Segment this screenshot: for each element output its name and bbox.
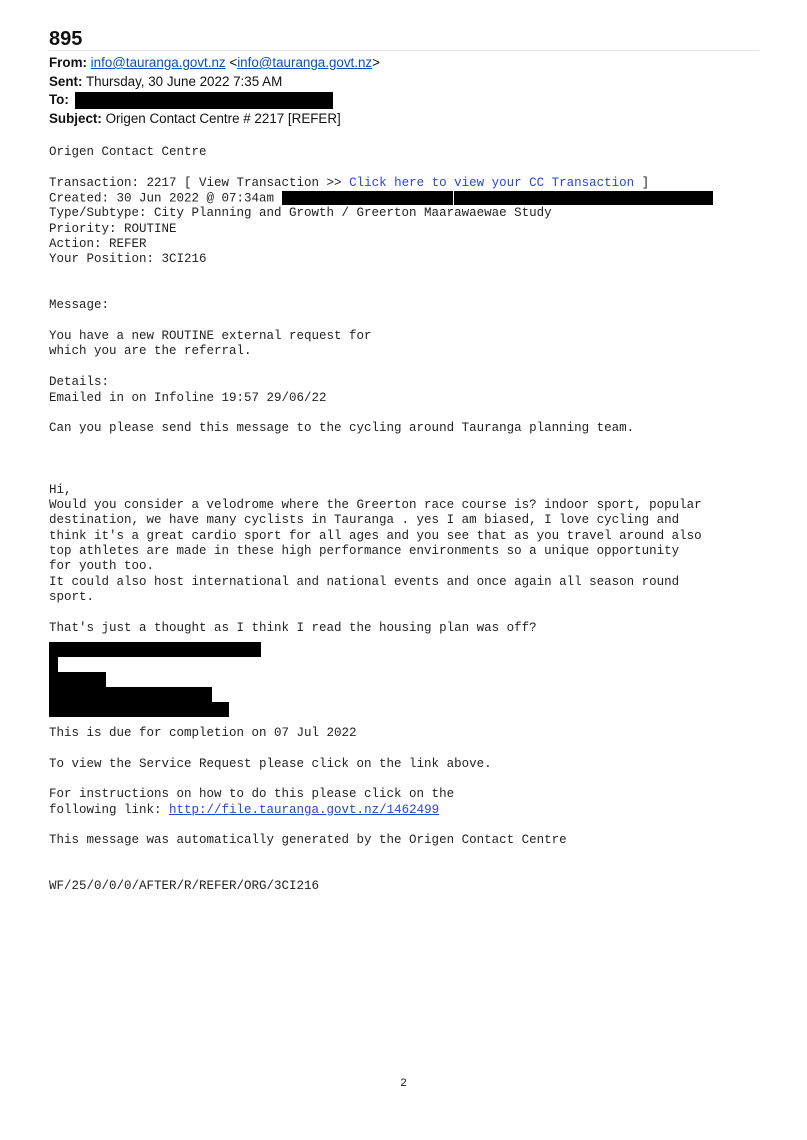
created-redaction-2	[454, 191, 713, 205]
sent-label: Sent:	[49, 73, 83, 89]
view-sr-line: To view the Service Request please click on the link above.	[49, 756, 492, 771]
email-header	[49, 54, 759, 128]
transaction-line	[49, 176, 769, 191]
redaction-bar-1	[49, 642, 261, 657]
from-angle-open: <	[229, 55, 238, 70]
instructions-link[interactable]: http://file.tauranga.govt.nz/1462499	[169, 802, 440, 817]
thought-line: That's just a thought as I think I read the housing plan was off?	[49, 620, 537, 635]
subject-row	[49, 110, 759, 129]
auto-message-line: This message was automatically generated by the Origen Contact Centre	[49, 833, 567, 848]
to-label: To:	[49, 92, 69, 107]
position-line: Your Position: 3CI216	[49, 252, 207, 267]
page-number: 2	[400, 1077, 407, 1089]
sent-row	[49, 73, 759, 92]
subject-value: Origen Contact Centre # 2217 [REFER]	[105, 110, 341, 126]
created-line	[49, 191, 769, 206]
redaction-bar-5	[49, 702, 229, 717]
workflow-line: WF/25/0/0/0/AFTER/R/REFER/ORG/3CI216	[49, 879, 320, 894]
instructions-prefix: following link:	[49, 802, 170, 817]
greeting-line: Hi,	[49, 482, 72, 497]
body-heading: Origen Contact Centre	[49, 145, 207, 159]
signature-redaction	[49, 642, 769, 722]
para-line-2: destination, we have many cyclists in Tauranga . yes I am biased, I love cycling and	[49, 513, 680, 528]
due-line: This is due for completion on 07 Jul 2022	[49, 726, 357, 740]
message-label: Message:	[49, 298, 110, 313]
from-row	[49, 54, 759, 73]
redaction-bar-4	[49, 687, 212, 702]
action-line: Action: REFER	[49, 237, 147, 252]
message-line-1: You have a new ROUTINE external request for	[49, 329, 372, 344]
para-line-3: think it's a great cardio sport for all ages and you see that as you travel around also	[49, 528, 702, 543]
header-divider	[49, 50, 759, 51]
request-line: Can you please send this message to the cycling around Tauranga planning team.	[49, 421, 635, 436]
para-line-1: Would you consider a velodrome where the Greerton race course is? indoor sport, popular	[49, 497, 702, 512]
to-row	[49, 91, 759, 110]
type-line: Type/Subtype: City Planning and Growth / Greerton Maarawaewae Study	[49, 206, 552, 221]
para-line-4: top athletes are made in these high performance environments so a unique opportunity	[49, 543, 680, 558]
from-label: From:	[49, 55, 87, 70]
para-line-7: sport.	[49, 589, 95, 604]
subject-label: Subject:	[49, 110, 102, 126]
redaction-bar-2	[49, 657, 58, 672]
email-body	[49, 145, 769, 895]
priority-line: Priority: ROUTINE	[49, 221, 177, 236]
redaction-bar-3	[49, 672, 106, 687]
to-redaction	[75, 92, 333, 109]
created-redaction-1	[282, 191, 453, 205]
from-email-link-2[interactable]: info@tauranga.govt.nz	[237, 55, 373, 70]
from-email-link[interactable]: info@tauranga.govt.nz	[90, 55, 226, 70]
created-text: Created: 30 Jun 2022 @ 07:34am	[49, 191, 282, 206]
transaction-link[interactable]: Click here to view your CC Transaction	[349, 175, 635, 190]
transaction-prefix: Transaction: 2217 [ View Transaction >>	[49, 175, 350, 190]
document-number: 895	[49, 28, 83, 50]
instructions-line-1: For instructions on how to do this please click on the	[49, 787, 455, 802]
from-angle-close: >	[372, 55, 380, 70]
details-label: Details:	[49, 375, 110, 390]
emailed-in-line: Emailed in on Infoline 19:57 29/06/22	[49, 390, 327, 405]
sent-value: Thursday, 30 June 2022 7:35 AM	[85, 73, 283, 89]
para-line-5: for youth too.	[49, 559, 155, 574]
instructions-line-2	[49, 803, 769, 818]
para-line-6: It could also host international and national events and once again all season round	[49, 574, 680, 589]
message-line-2: which you are the referral.	[49, 344, 252, 359]
transaction-suffix: ]	[634, 175, 650, 190]
